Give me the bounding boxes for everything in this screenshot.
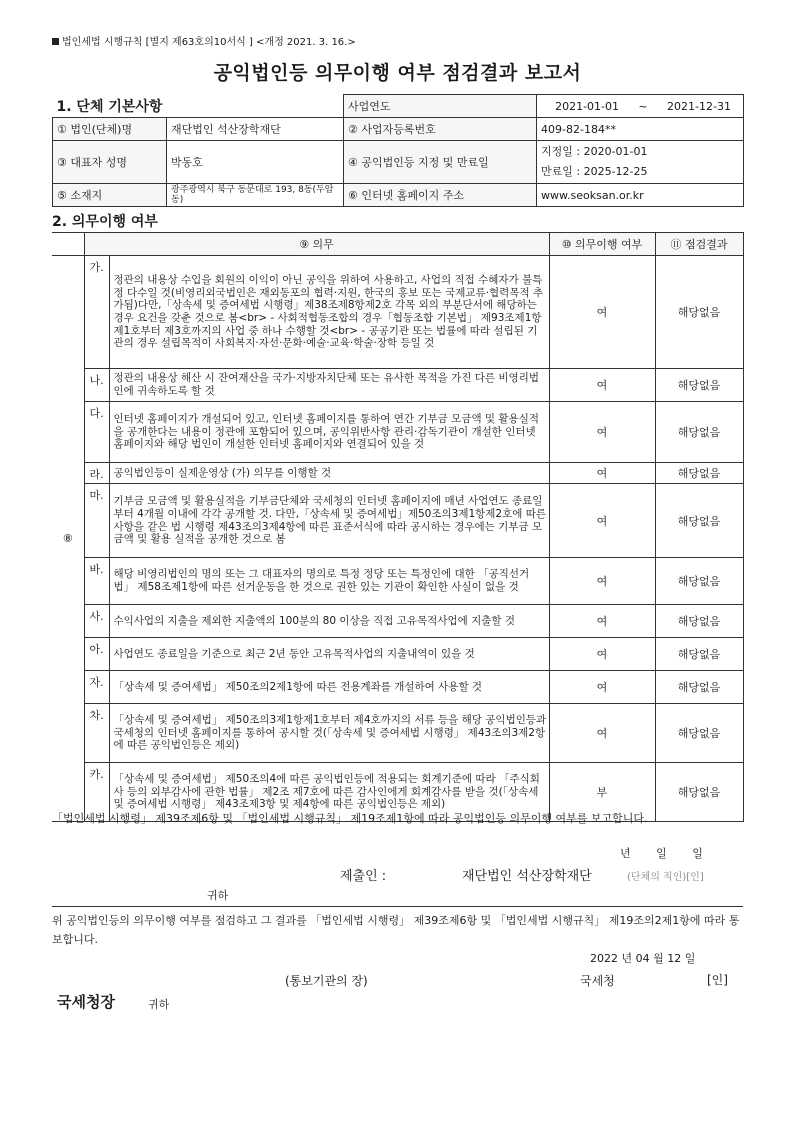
- duty-done: 여: [549, 704, 655, 763]
- result-column-header: ⑪ 점검결과: [655, 233, 743, 256]
- duty-row: [52, 463, 743, 484]
- duty-letter: 다.: [84, 402, 109, 463]
- notify-seal: [인]: [707, 973, 728, 987]
- duty-result: 해당없음: [655, 558, 743, 605]
- duty-text: 정관의 내용상 해산 시 잔여재산을 국가·지방자치단체 또는 유사한 목적을 가진 다른 비영리법인에 귀속하도록 할 것: [109, 369, 549, 402]
- business-number-value: 409-82-184**: [537, 118, 744, 141]
- business-number-label: ② 사업자등록번호: [344, 118, 537, 141]
- duty-result: 해당없음: [655, 704, 743, 763]
- representative-label: ③ 대표자 성명: [53, 141, 167, 184]
- duty-text: 「상속세 및 증여세법」 제50조의2제1항에 따른 전용계좌를 개설하여 사용할 것: [109, 671, 549, 704]
- notify-statement: 위 공익법인등의 의무이행 여부를 점검하고 그 결과를 「법인세법 시행령」 제39조제6항 및 「법인세법 시행규칙」 제19조의2제1항에 따라 통보합니다.: [52, 914, 740, 946]
- report-statement: 「법인세법 시행령」 제39조제6항 및 「법인세법 시행규칙」 제19조제1항에 따라 공익법인등 의무이행 여부를 보고합니다.: [52, 812, 648, 825]
- duty-column-header: ⑨ 의무: [84, 233, 549, 256]
- duty-result: 해당없음: [655, 402, 743, 463]
- duty-letter: 차.: [84, 704, 109, 763]
- duty-text: 정관의 내용상 수입을 회원의 이익이 아닌 공익을 위하여 사용하고, 사업의 직접 수혜자가 불특정 다수일 것(비영리외국법인은 재외동포의 협력·지원, 한국의 홍보 또는 국제교류·협력목적 추가됨)다만,「상속세 및 증여세법 시행령」제38조제8항제2호 각목 외의 부분단서에 해당하는 경우 요건을 갖춘 것으로 봄<br> - 사회적협동조합의 경우「협동조합 기본법」 제93조제1항제1호부터 제3호까지의 사업 중 하나 수행할 것<br> - 공공기관 또는 법률에 따라 설립된 기관의 경우 설립목적이 사회복지·자선·문화·예술·교육·학술·장학 등일 것: [109, 256, 549, 369]
- section-1-heading: 1. 단체 기본사항: [53, 95, 344, 118]
- designation-value: 지정일 : 2020-01-01 만료일 : 2025-12-25: [537, 141, 744, 184]
- duty-text: 해당 비영리법인의 명의 또는 그 대표자의 명의로 특정 정당 또는 특정인에 대한 「공직선거법」 제58조제1항에 따른 선거운동을 한 것으로 권한 있는 기관이 확인한 사실이 없을 것: [109, 558, 549, 605]
- duty-row: [52, 369, 743, 402]
- done-column-header: ⑩ 의무이행 여부: [549, 233, 655, 256]
- duty-result: 해당없음: [655, 463, 743, 484]
- basic-info-table: [52, 94, 744, 207]
- duty-done: 여: [549, 256, 655, 369]
- square-bullet-icon: [52, 38, 59, 45]
- address-value: 광주광역시 북구 동문대로 193, 8동(두암동): [167, 184, 344, 207]
- duty-letter: 자.: [84, 671, 109, 704]
- duty-done: 여: [549, 558, 655, 605]
- duty-text: 「상속세 및 증여세법」 제50조의4에 따른 공익법인등에 적용되는 회계기준에 따라 「주식회사 등의 외부감사에 관한 법률」 제2조 제7호에 따른 감사인에게 회계감사를 받을 것(「상속세 및 증여세법 시행령」 제43조제3항 및 제4항에 따른 공익법인등은 제외): [109, 763, 549, 822]
- report-date-blank: 년 일 일: [620, 847, 703, 860]
- duty-row: [52, 605, 743, 638]
- homepage-label: ⑥ 인터넷 홈페이지 주소: [344, 184, 537, 207]
- duty-result: 해당없음: [655, 763, 743, 822]
- duty-letter: 카.: [84, 763, 109, 822]
- duty-result: 해당없음: [655, 369, 743, 402]
- duty-text: 공익법인등이 실제운영상 (가) 의무를 이행할 것: [109, 463, 549, 484]
- notify-org-label: (통보기관의 장): [285, 974, 368, 988]
- submitter-seal: (단체의 직인)[인]: [627, 872, 704, 883]
- submitter-name: 재단법인 석산장학재단: [462, 869, 592, 884]
- duty-done: 여: [549, 463, 655, 484]
- fiscal-year-value: 2021-01-01 ~ 2021-12-31: [537, 95, 744, 118]
- org-name-label: ① 법인(단체)명: [53, 118, 167, 141]
- notify-date: 2022 년 04 월 12 일: [590, 952, 696, 965]
- duty-letter: 바.: [84, 558, 109, 605]
- duty-letter: 라.: [84, 463, 109, 484]
- duty-letter: 사.: [84, 605, 109, 638]
- duty-letter: 아.: [84, 638, 109, 671]
- duty-result: 해당없음: [655, 671, 743, 704]
- duty-result: 해당없음: [655, 256, 743, 369]
- designation-label: ④ 공익법인등 지정 및 만료일: [344, 141, 537, 184]
- section-2-heading: 2. 의무이행 여부: [52, 214, 158, 230]
- fiscal-year-label: 사업연도: [344, 95, 537, 118]
- duty-result: 해당없음: [655, 638, 743, 671]
- duty-text: 수익사업의 지출을 제외한 지출액의 100분의 80 이상을 직접 고유목적사업에 지출할 것: [109, 605, 549, 638]
- duty-row: [52, 558, 743, 605]
- page-title: 공익법인등 의무이행 여부 점검결과 보고서: [213, 62, 582, 84]
- addressee-1: 귀하: [207, 889, 229, 902]
- duty-text: 「상속세 및 증여세법」 제50조의3제1항제1호부터 제4호까지의 서류 등을 해당 공익법인등과 국세청의 인터넷 홈페이지를 통하여 공시할 것(「상속세 및 증여세법 시행령」 제43조의3제2항에 따른 공익법인등은 제외): [109, 704, 549, 763]
- divider-line: [52, 906, 743, 907]
- duty-text: 기부금 모금액 및 활용실적을 기부금단체와 국세청의 인터넷 홈페이지에 매년 사업연도 종료일부터 4개월 이내에 각각 공개할 것. 다만,「상속세 및 증여세법」제50조의3제1항제2호에 따른 사항을 같은 법 시행령 제43조의3제4항에 따른 표준서식에 따라 공시하는 경우에는 기부금 모금액 및 활용 실적을 공개한 것으로 봄: [109, 484, 549, 558]
- duty-row: [52, 402, 743, 463]
- duty-letter: 나.: [84, 369, 109, 402]
- duty-result: 해당없음: [655, 605, 743, 638]
- duty-text: 사업연도 종료일을 기준으로 최근 2년 동안 고유목적사업의 지출내역이 있을 것: [109, 638, 549, 671]
- recipient: 국세청장: [57, 993, 115, 1011]
- duty-done: 여: [549, 605, 655, 638]
- duty-done: 부: [549, 763, 655, 822]
- form-reference: 법인세법 시행규칙 [별지 제63호의10서식 ] <개정 2021. 3. 16.>: [52, 33, 356, 48]
- duty-row: [52, 484, 743, 558]
- org-name-value: 재단법인 석산장학재단: [167, 118, 344, 141]
- duty-letter: 가.: [84, 256, 109, 369]
- duty-done: 여: [549, 638, 655, 671]
- address-label: ⑤ 소재지: [53, 184, 167, 207]
- duty-row: [52, 704, 743, 763]
- addressee-2: 귀하: [148, 998, 170, 1011]
- duty-row: [52, 256, 743, 369]
- duty-done: 여: [549, 369, 655, 402]
- duty-row: [52, 638, 743, 671]
- row-mark-8: ⑧: [52, 256, 84, 822]
- duty-done: 여: [549, 484, 655, 558]
- notify-org-name: 국세청: [580, 974, 615, 988]
- duty-row: [52, 671, 743, 704]
- submitter-label: 제출인 :: [340, 869, 387, 884]
- homepage-value: www.seoksan.or.kr: [537, 184, 744, 207]
- duty-done: 여: [549, 671, 655, 704]
- duty-letter: 마.: [84, 484, 109, 558]
- representative-value: 박동호: [167, 141, 344, 184]
- duty-done: 여: [549, 402, 655, 463]
- duty-result: 해당없음: [655, 484, 743, 558]
- duty-table: [52, 232, 744, 822]
- duty-text: 인터넷 홈페이지가 개설되어 있고, 인터넷 홈페이지를 통하여 연간 기부금 모금액 및 활용실적을 공개한다는 내용이 정관에 포함되어 있으며, 공익위반사항 관리·감독기관이 개설한 인터넷 홈페이지와 해당 법인이 개설한 인터넷 홈페이지와 연결되어 있을 것: [109, 402, 549, 463]
